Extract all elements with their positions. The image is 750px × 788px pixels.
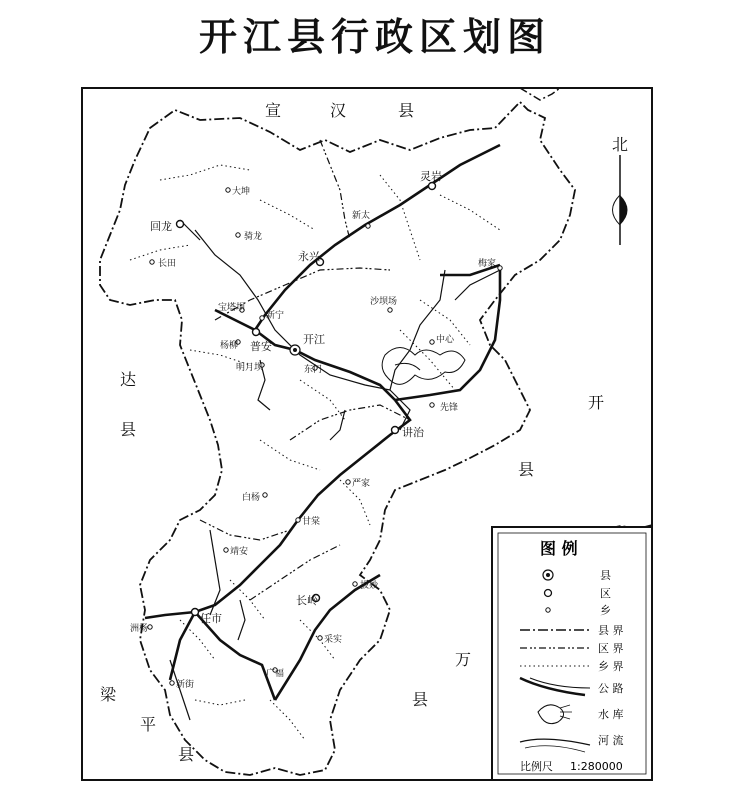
svg-text:大坤: 大坤 <box>232 187 251 197</box>
svg-text:任市: 任市 <box>200 612 222 625</box>
scale-value: 1:280000 <box>570 760 623 773</box>
svg-text:区 界: 区 界 <box>598 642 624 655</box>
legend <box>492 527 652 780</box>
svg-text:洲杨: 洲杨 <box>130 624 149 634</box>
svg-text:讲治: 讲治 <box>402 426 424 439</box>
svg-text:区: 区 <box>600 587 611 600</box>
compass-label: 北 <box>612 135 629 154</box>
svg-text:汉: 汉 <box>330 101 347 120</box>
svg-text:宣: 宣 <box>265 101 282 120</box>
svg-text:长田: 长田 <box>158 259 177 269</box>
svg-text:平: 平 <box>140 715 157 734</box>
svg-text:乡 界: 乡 界 <box>598 660 624 673</box>
svg-text:回龙: 回龙 <box>150 220 172 233</box>
svg-text:新宁: 新宁 <box>266 311 285 321</box>
map-title: 开江县行政区划图 <box>198 14 551 59</box>
compass-icon <box>613 155 628 245</box>
svg-text:广福: 广福 <box>266 669 285 679</box>
svg-text:东门: 东门 <box>304 365 323 375</box>
svg-text:沙坝场: 沙坝场 <box>370 297 398 307</box>
svg-text:甘棠: 甘棠 <box>302 517 321 527</box>
svg-text:严家: 严家 <box>352 479 371 489</box>
svg-text:县 界: 县 界 <box>598 624 624 637</box>
svg-text:县: 县 <box>178 745 195 764</box>
svg-text:杨柳: 杨柳 <box>220 341 239 351</box>
svg-text:采实: 采实 <box>324 635 343 645</box>
svg-text:乡: 乡 <box>600 604 611 617</box>
scale-label: 比例尺 <box>520 760 553 773</box>
svg-text:拔妙: 拔妙 <box>360 581 379 591</box>
legend-county-seat-icon <box>543 570 553 580</box>
svg-text:公 路: 公 路 <box>598 682 624 695</box>
svg-text:梁: 梁 <box>100 685 117 704</box>
svg-text:梅家: 梅家 <box>478 259 497 269</box>
county-seat-label: 开江 <box>303 333 325 346</box>
district-labels <box>150 169 442 625</box>
svg-text:普安: 普安 <box>250 340 272 353</box>
svg-text:县: 县 <box>120 420 137 439</box>
svg-text:白杨: 白杨 <box>242 493 261 503</box>
neighbor-boundary <box>520 88 560 100</box>
svg-text:县: 县 <box>412 690 429 709</box>
svg-text:新街: 新街 <box>176 680 195 690</box>
svg-text:河 流: 河 流 <box>598 734 624 747</box>
svg-text:县: 县 <box>518 460 535 479</box>
county-seat-icon <box>290 345 300 355</box>
legend-title: 图 例 <box>540 539 578 558</box>
svg-text:达: 达 <box>120 370 137 389</box>
svg-text:明月坝: 明月坝 <box>236 363 264 373</box>
svg-text:万: 万 <box>455 650 472 669</box>
legend-township-icon <box>546 608 550 612</box>
svg-text:先锋: 先锋 <box>440 403 459 413</box>
svg-text:开: 开 <box>588 393 605 412</box>
svg-text:灵岩: 灵岩 <box>420 170 442 183</box>
legend-district-icon <box>545 590 552 597</box>
svg-text:县: 县 <box>398 101 415 120</box>
svg-text:新太: 新太 <box>352 211 371 221</box>
svg-text:骑龙: 骑龙 <box>244 232 263 242</box>
svg-text:靖安: 靖安 <box>230 547 249 557</box>
roads <box>145 145 500 700</box>
svg-text:中心: 中心 <box>436 335 455 345</box>
svg-text:水 库: 水 库 <box>598 708 624 721</box>
svg-text:永兴: 永兴 <box>298 250 320 263</box>
rivers <box>170 220 500 720</box>
svg-text:宝塔坝: 宝塔坝 <box>218 303 246 313</box>
svg-text:长岭: 长岭 <box>296 594 318 607</box>
svg-text:县: 县 <box>600 569 611 582</box>
